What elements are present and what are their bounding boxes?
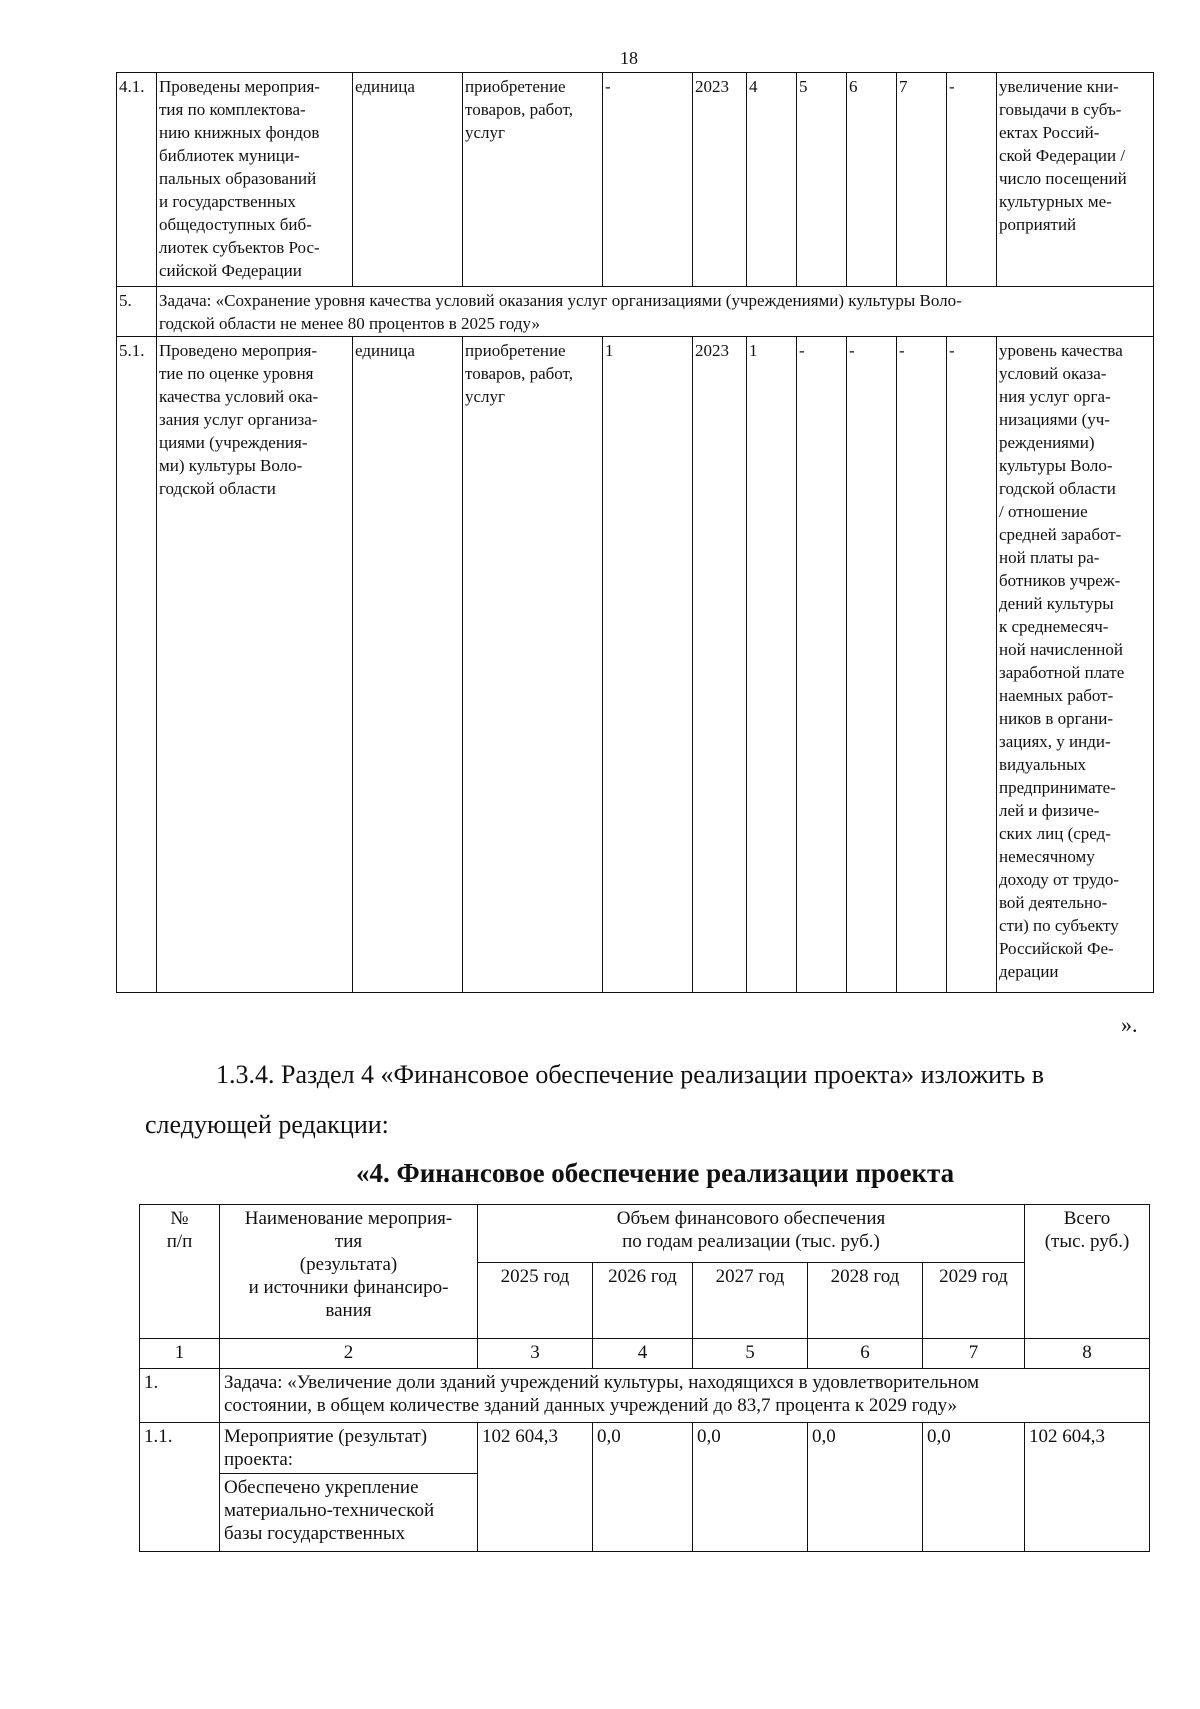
column-number: 7 [923, 1339, 1025, 1369]
value-2027: 0,0 [693, 1423, 808, 1552]
value-cell: - [897, 337, 947, 993]
column-number: 6 [808, 1339, 923, 1369]
page-number: 18 [620, 48, 638, 68]
type-cell: приобретение товаров, работ, услуг [463, 337, 603, 993]
value-total: 102 604,3 [1025, 1423, 1150, 1552]
task-row [117, 287, 1154, 337]
results-table [116, 72, 1154, 993]
header-number: № п/п [140, 1205, 220, 1339]
year-header: 2026 год [593, 1263, 693, 1339]
value-2029: 0,0 [923, 1423, 1025, 1552]
value-cell: - [947, 73, 997, 287]
value-cell: 7 [897, 73, 947, 287]
task-row [140, 1369, 1150, 1423]
column-number: 3 [478, 1339, 593, 1369]
row-number: 5.1. [117, 337, 157, 993]
header-name: Наименование мероприя- тия (результата) и источники финансиро- вания [220, 1205, 478, 1339]
activity-name: Проведены мероприя- тия по комплектова- нию книжных фондов библиотек муници- пальных образований и государственных общедоступных биб- лиотек субъектов Рос- сийской Федерации [157, 73, 353, 287]
column-number: 5 [693, 1339, 808, 1369]
task-number: 5. [117, 287, 157, 337]
header-row [140, 1205, 1150, 1263]
base-value-cell: 1 [603, 337, 693, 993]
table-row [117, 337, 1154, 993]
row-number: 4.1. [117, 73, 157, 287]
amendment-paragraph-line-2: следующей редакции: [145, 1110, 389, 1139]
financing-table [139, 1204, 1150, 1552]
header-total: Всего (тыс. руб.) [1025, 1205, 1150, 1339]
unit-cell: единица [353, 73, 463, 287]
activity-name: Обеспечено укрепление материально-технической базы государственных [220, 1474, 478, 1552]
value-2028: 0,0 [808, 1423, 923, 1552]
column-number: 8 [1025, 1339, 1150, 1369]
value-cell: 4 [747, 73, 797, 287]
task-number: 1. [140, 1369, 220, 1423]
section-heading: «4. Финансовое обеспечение реализации проекта [356, 1158, 955, 1188]
value-cell: - [797, 337, 847, 993]
link-cell: увеличение кни- говыдачи в субъ- ектах Россий- ской Федерации / число посещений культурных ме- роприятий [997, 73, 1154, 287]
year-header: 2025 год [478, 1263, 593, 1339]
row-number: 1.1. [140, 1423, 220, 1552]
type-cell: приобретение товаров, работ, услуг [463, 73, 603, 287]
activity-label: Мероприятие (результат) проекта: [220, 1423, 478, 1474]
value-2025: 102 604,3 [478, 1423, 593, 1552]
value-cell: 6 [847, 73, 897, 287]
year-cell: 2023 [693, 73, 747, 287]
column-number: 4 [593, 1339, 693, 1369]
column-number: 2 [220, 1339, 478, 1369]
link-cell: уровень качества условий оказа- ния услуг орга- низациями (уч- реждениями) культуры Воло- годской области / отношение средней заработ- ной платы ра- ботников учреж- дений культуры к среднемесяч- ной начисленной заработной плате наемных работ- ников в органи- зациях, у инди- видуальных предпринимате- лей и физиче- ских лиц (сред- немесячному доходу от трудо- вой деятельно- сти) по субъекту Российской Фе- дерации [997, 337, 1154, 993]
value-cell: 1 [747, 337, 797, 993]
base-value-cell: - [603, 73, 693, 287]
closing-quote: ». [1121, 1012, 1138, 1037]
task-text: Задача: «Увеличение доли зданий учреждений культуры, находящихся в удовлетворительном состоянии, в общем количестве зданий данных учреждений до 83,7 процента к 2029 году» [220, 1369, 1150, 1423]
year-header: 2028 год [808, 1263, 923, 1339]
unit-cell: единица [353, 337, 463, 993]
year-header: 2029 год [923, 1263, 1025, 1339]
value-cell: 5 [797, 73, 847, 287]
table-row [140, 1423, 1150, 1474]
year-cell: 2023 [693, 337, 747, 993]
value-2026: 0,0 [593, 1423, 693, 1552]
header-volume: Объем финансового обеспечения по годам реализации (тыс. руб.) [478, 1205, 1025, 1263]
column-number: 1 [140, 1339, 220, 1369]
year-header: 2027 год [693, 1263, 808, 1339]
value-cell: - [847, 337, 897, 993]
table-row [117, 73, 1154, 287]
amendment-paragraph-line-1: 1.3.4. Раздел 4 «Финансовое обеспечение реализации проекта» изложить в [216, 1060, 1045, 1089]
activity-name: Проведено мероприя- тие по оценке уровня качества условий ока- зания услуг организа- циями (учреждения- ми) культуры Воло- годской области [157, 337, 353, 993]
value-cell: - [947, 337, 997, 993]
column-numbers-row [140, 1339, 1150, 1369]
task-text: Задача: «Сохранение уровня качества условий оказания услуг организациями (учреждениями) культуры Воло- годской области не менее 80 процентов в 2025 году» [157, 287, 1154, 337]
